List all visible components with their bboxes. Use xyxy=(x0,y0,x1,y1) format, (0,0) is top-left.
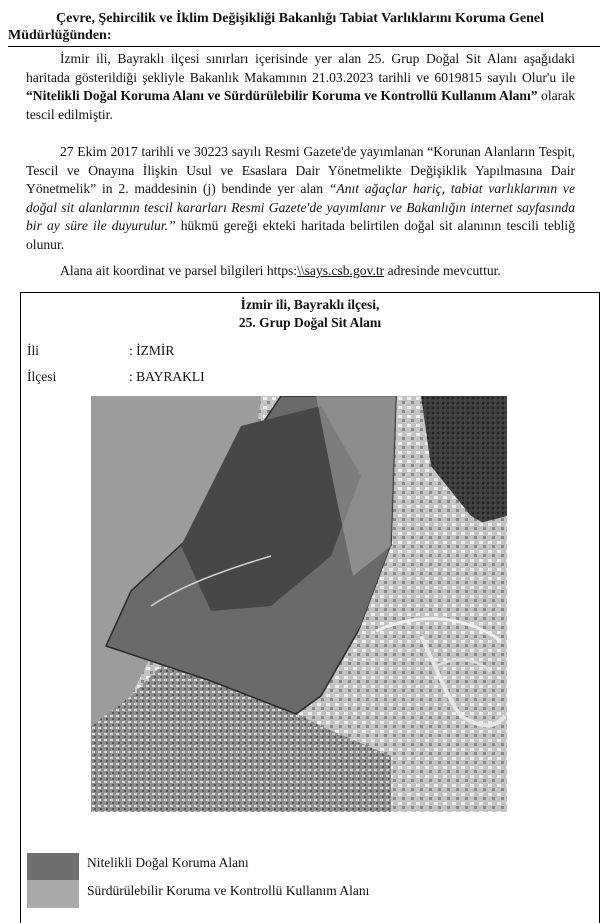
paragraph-1-text: İzmir ili, Bayraklı ilçesi sınırları içerisinde yer alan 25. Grup Doğal Sit Alanı aşağıdaki haritada gösterildiği şekliyle Bakanlık Makamının 21.03.2023 tarihli ve 6019815 sayılı Olur'u ile xyxy=(26,51,575,85)
box-title-line2: 25. Grup Doğal Sit Alanı xyxy=(238,315,382,330)
paragraph-1-end: olarak tescil edilmiştir. xyxy=(26,88,575,122)
paragraph-2-quote: “Anıt ağaçlar hariç, tabiat varlıklarının ve doğal sit alanlarının tescil kararları Resmi Gazete'de yayımlanır ve Bakanlığın internet sayfasında bir ay süre ile duyurulur.” xyxy=(26,181,575,234)
box-title-line1: İzmir ili, Bayraklı ilçesi, xyxy=(240,297,380,312)
paragraph-2-end: hükmü gereği ekteki haritada belirtilen doğal sit alanının tescili tebliğ olunur. xyxy=(26,218,576,252)
paragraph-coordinates xyxy=(26,262,575,281)
legend-swatch-sustainable-use xyxy=(27,880,79,908)
province-label: İli xyxy=(27,343,39,358)
site-info-box xyxy=(20,292,600,923)
district-value: : BAYRAKLI xyxy=(129,369,205,384)
box-title xyxy=(21,296,599,332)
document-header xyxy=(8,10,600,44)
paragraph-3-text: Alana ait koordinat ve parsel bilgileri https: xyxy=(60,263,298,278)
paragraph-2-text: 27 Ekim 2017 tarihli ve 30223 sayılı Resmi Gazete'de yayımlanan “Korunan Alanların Tespit, Tescil ve Onayına İlişkin Usul ve Esaslara Dair Yönetmelikte Değişiklik Yapılmasına Dair Yönetmelik” in 2. maddesinin (j) bendinde yer alan xyxy=(26,144,575,197)
district-label: İlçesi xyxy=(27,369,57,384)
paragraph-3-end: adresinde mevcuttur. xyxy=(384,263,501,278)
legend-label-sustainable-use: Sürdürülebilir Koruma ve Kontrollü Kullanım Alanı xyxy=(87,883,370,898)
header-title-line2: Müdürlüğünden: xyxy=(8,28,112,43)
paragraph-1-bold: “Nitelikli Doğal Koruma Alanı ve Sürdürülebilir Koruma ve Kontrollü Kullanım Alanı” xyxy=(26,88,538,104)
satellite-map-image xyxy=(91,396,507,812)
paragraph-regulation xyxy=(26,143,575,255)
header-title-line1: Çevre, Şehircilik ve İklim Değişikliği Bakanlığı Tabiat Varlıklarını Koruma Genel xyxy=(56,11,544,26)
header-divider xyxy=(8,46,600,47)
legend-swatch-natural-protection xyxy=(27,853,79,881)
province-value: : İZMİR xyxy=(129,343,175,358)
says-link[interactable]: \\says.csb.gov.tr xyxy=(297,263,385,278)
legend-label-natural-protection: Nitelikli Doğal Koruma Alanı xyxy=(87,855,249,870)
paragraph-registration xyxy=(26,50,575,124)
